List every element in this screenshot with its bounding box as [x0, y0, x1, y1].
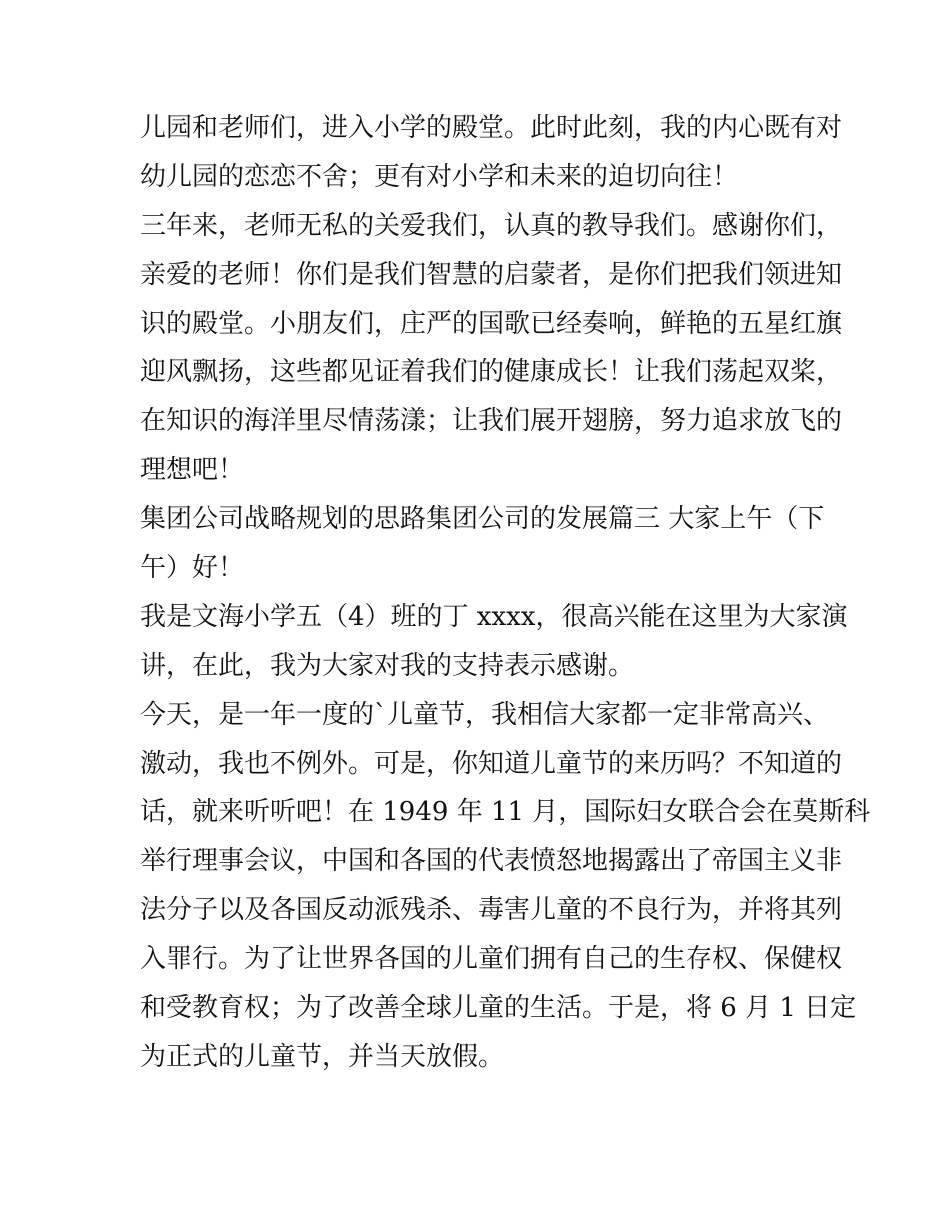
text-line: 午）好！ — [140, 553, 245, 584]
document-body — [140, 104, 871, 1082]
text-line: 举行理事会议，中国和各国的代表愤怒地揭露出了帝国主义非 — [140, 846, 843, 877]
text-line: 在知识的海洋里尽情荡漾；让我们展开翅膀，努力追求放飞的 — [140, 406, 843, 437]
text-line: 话，就来听听吧！在 1949 年 11 月，国际妇女联合会在莫斯科 — [140, 797, 871, 828]
text-line: 激动，我也不例外。可是，你知道儿童节的来历吗？不知道的 — [140, 748, 843, 779]
text-line: 儿园和老师们，进入小学的殿堂。此时此刻，我的内心既有对 — [140, 113, 843, 143]
text-line: 理想吧！ — [140, 455, 245, 486]
text-line: 识的殿堂。小朋友们，庄严的国歌已经奏响，鲜艳的五星红旗 — [140, 308, 843, 339]
text-line: 入罪行。为了让世界各国的儿童们拥有自己的生存权、保健权 — [140, 944, 843, 975]
text-line: 三年来，老师无私的关爱我们，认真的教导我们。感谢你们， — [140, 210, 843, 241]
text-line: 为正式的儿童节，并当天放假。 — [140, 1041, 505, 1072]
text-line: 亲爱的老师！你们是我们智慧的启蒙者，是你们把我们领进知 — [140, 259, 843, 290]
text-line: 法分子以及各国反动派残杀、毒害儿童的不良行为，并将其列 — [140, 895, 843, 926]
text-line: 今天，是一年一度的`儿童节，我相信大家都一定非常高兴、 — [140, 699, 830, 730]
text-line: 讲，在此，我为大家对我的支持表示感谢。 — [140, 650, 635, 681]
text-line: 幼儿园的恋恋不舍；更有对小学和未来的迫切向往！ — [140, 161, 739, 192]
text-line: 迎风飘扬，这些都见证着我们的健康成长！让我们荡起双桨， — [140, 357, 843, 388]
text-line: 集团公司战略规划的思路集团公司的发展篇三 大家上午（下 — [140, 504, 825, 535]
text-line: 我是文海小学五（4）班的丁 xxxx，很高兴能在这里为大家演 — [140, 601, 848, 632]
text-line: 和受教育权；为了改善全球儿童的生活。于是，将 6 月 1 日定 — [140, 993, 857, 1024]
